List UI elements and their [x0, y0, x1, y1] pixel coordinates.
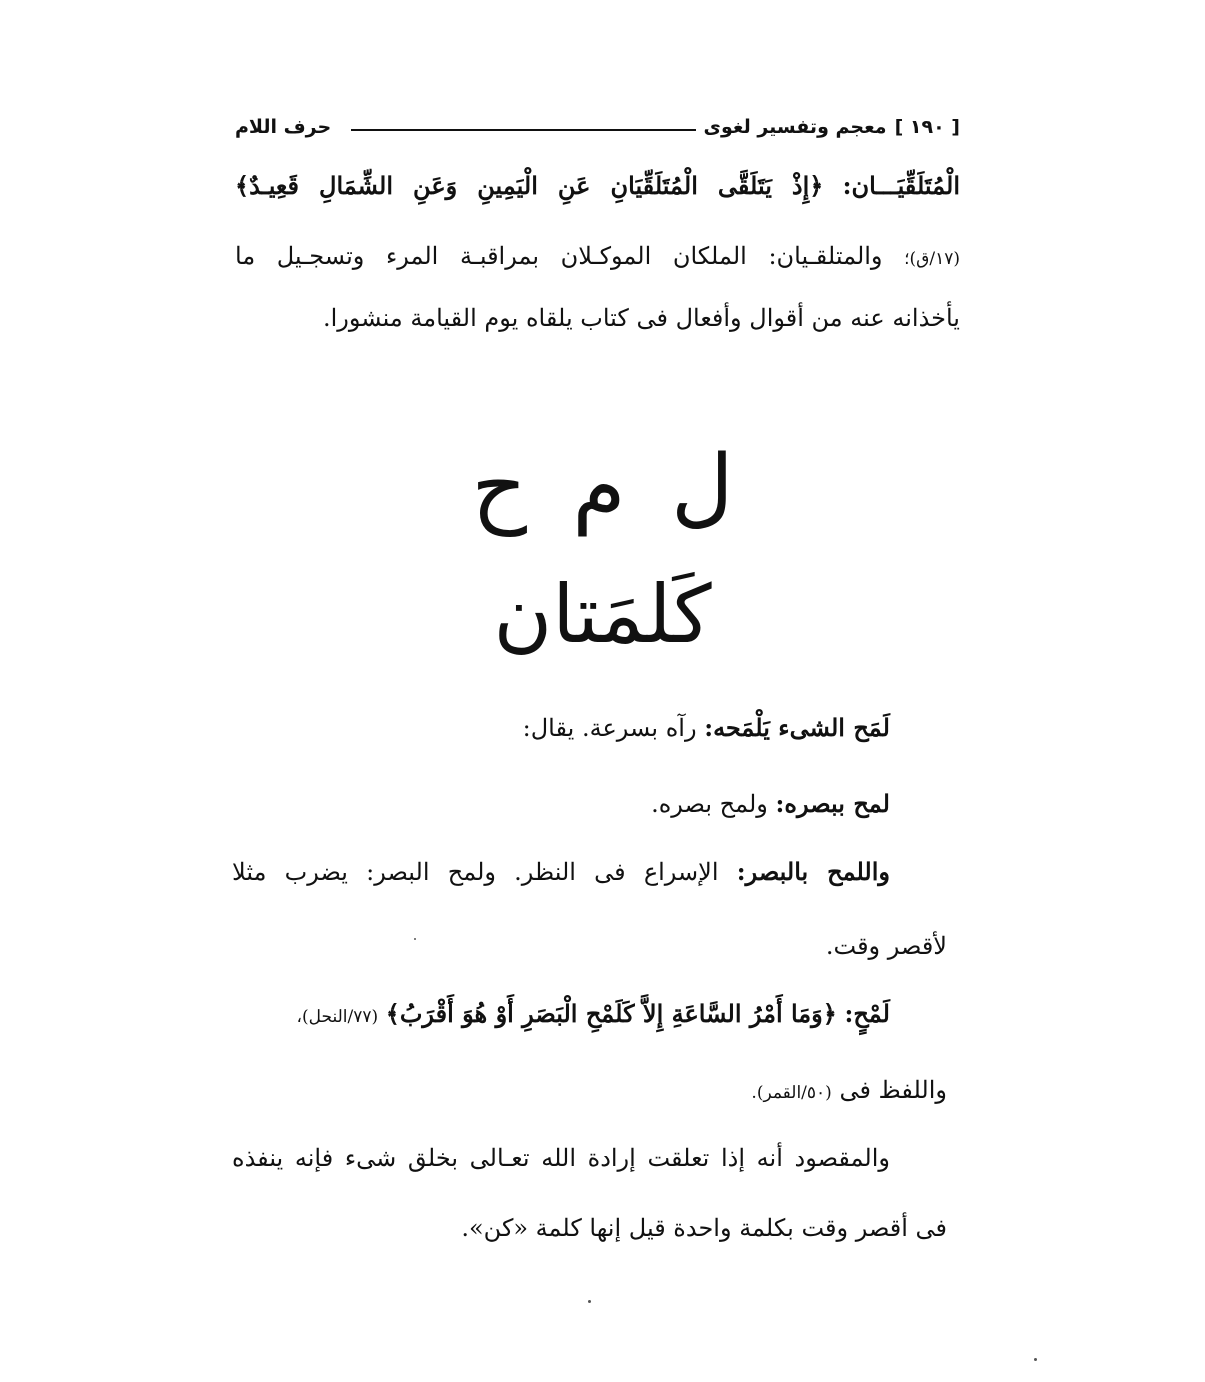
- explanation-text-2: فى أقصر وقت بكلمة واحدة قيل إنها كلمة «كن».: [461, 1214, 947, 1242]
- running-header: [235, 110, 960, 144]
- verse-reference-qamar: (٥٠/القمر).: [751, 1083, 832, 1103]
- scan-speck: [414, 938, 416, 940]
- explanation-line1: [232, 1138, 890, 1178]
- definition-bibasarihi: ولمح بصره.: [651, 790, 768, 818]
- headword-lamh: لَمْحٍ:: [844, 999, 890, 1028]
- scan-speck: [588, 1300, 591, 1303]
- headword-mutalaqqiyan: الْمُتَلَقِّيَـــان:: [842, 171, 960, 200]
- entry-mutalaqqiyan-line2: [235, 236, 960, 279]
- entry-allamh: [232, 852, 890, 892]
- entry-lamh-bibasarihi: [651, 784, 890, 824]
- definition-lamaha: رآه بسرعة. يقال:: [522, 714, 697, 742]
- word-count-heading: كَلمَتان: [493, 568, 712, 661]
- entry-lamh: [296, 994, 890, 1037]
- entry-lamaha: [523, 708, 890, 748]
- verse-reference-qaf: (١٧/ق)؛: [904, 249, 960, 269]
- headword-allamh: واللمح بالبصر:: [736, 857, 890, 886]
- explanation-line2: [461, 1208, 947, 1248]
- root-letters-heading: ل م ح: [471, 437, 734, 537]
- definition-allamh-cont: لأقصر وقت.: [825, 932, 947, 960]
- definition-mutalaqqiyan: والمتلقـيان: الملكان الموكـلان بمراقبـة المرء وتسجـيل ما: [235, 242, 883, 270]
- quran-verse-qaf: ﴿إِذْ يَتَلَقَّى الْمُتَلَقِّيَانِ عَنِ الْيَمِينِ وَعَنِ الشِّمَالِ قَعِيـدٌ﴾: [235, 171, 824, 200]
- entry-lafz: [751, 1070, 947, 1113]
- verse-reference-nahl: (٧٧/النحل)،: [296, 1007, 379, 1027]
- section-name: حرف اللام: [235, 116, 332, 138]
- explanation-text-1: والمقصود أنه إذا تعلقت إرادة الله تعـالى بخلق شىء فإنه ينفذه: [232, 1144, 890, 1172]
- headword-lamaha: لَمَح الشىء يَلْمَحه:: [704, 713, 890, 742]
- book-title: معجم وتفسير لغوى: [703, 116, 887, 138]
- headword-bibasarihi: لمح ببصره:: [775, 789, 890, 818]
- definition-allamh: الإسراع فى النظر. ولمح البصر: يضرب مثلا: [232, 858, 719, 886]
- entry-allamh-cont: [826, 926, 947, 966]
- header-rule: [351, 129, 695, 131]
- lafz-text: واللفظ فى: [839, 1076, 947, 1104]
- scan-speck: [1034, 1358, 1037, 1361]
- entry-mutalaqqiyan-line3: [323, 298, 960, 338]
- page-number: [ ١٩٠ ]: [894, 116, 960, 138]
- definition-mutalaqqiyan-cont: يأخذانه عنه من أقوال وأفعال فى كتاب يلقاه يوم القيامة منشورا.: [322, 304, 960, 332]
- quran-verse-nahl: ﴿وَمَا أَمْرُ السَّاعَةِ إِلاَّ كَلَمْحِ الْبَصَرِ أَوْ هُوَ أَقْرَبُ﴾: [385, 999, 837, 1028]
- entry-mutalaqqiyan-line1: [235, 166, 960, 206]
